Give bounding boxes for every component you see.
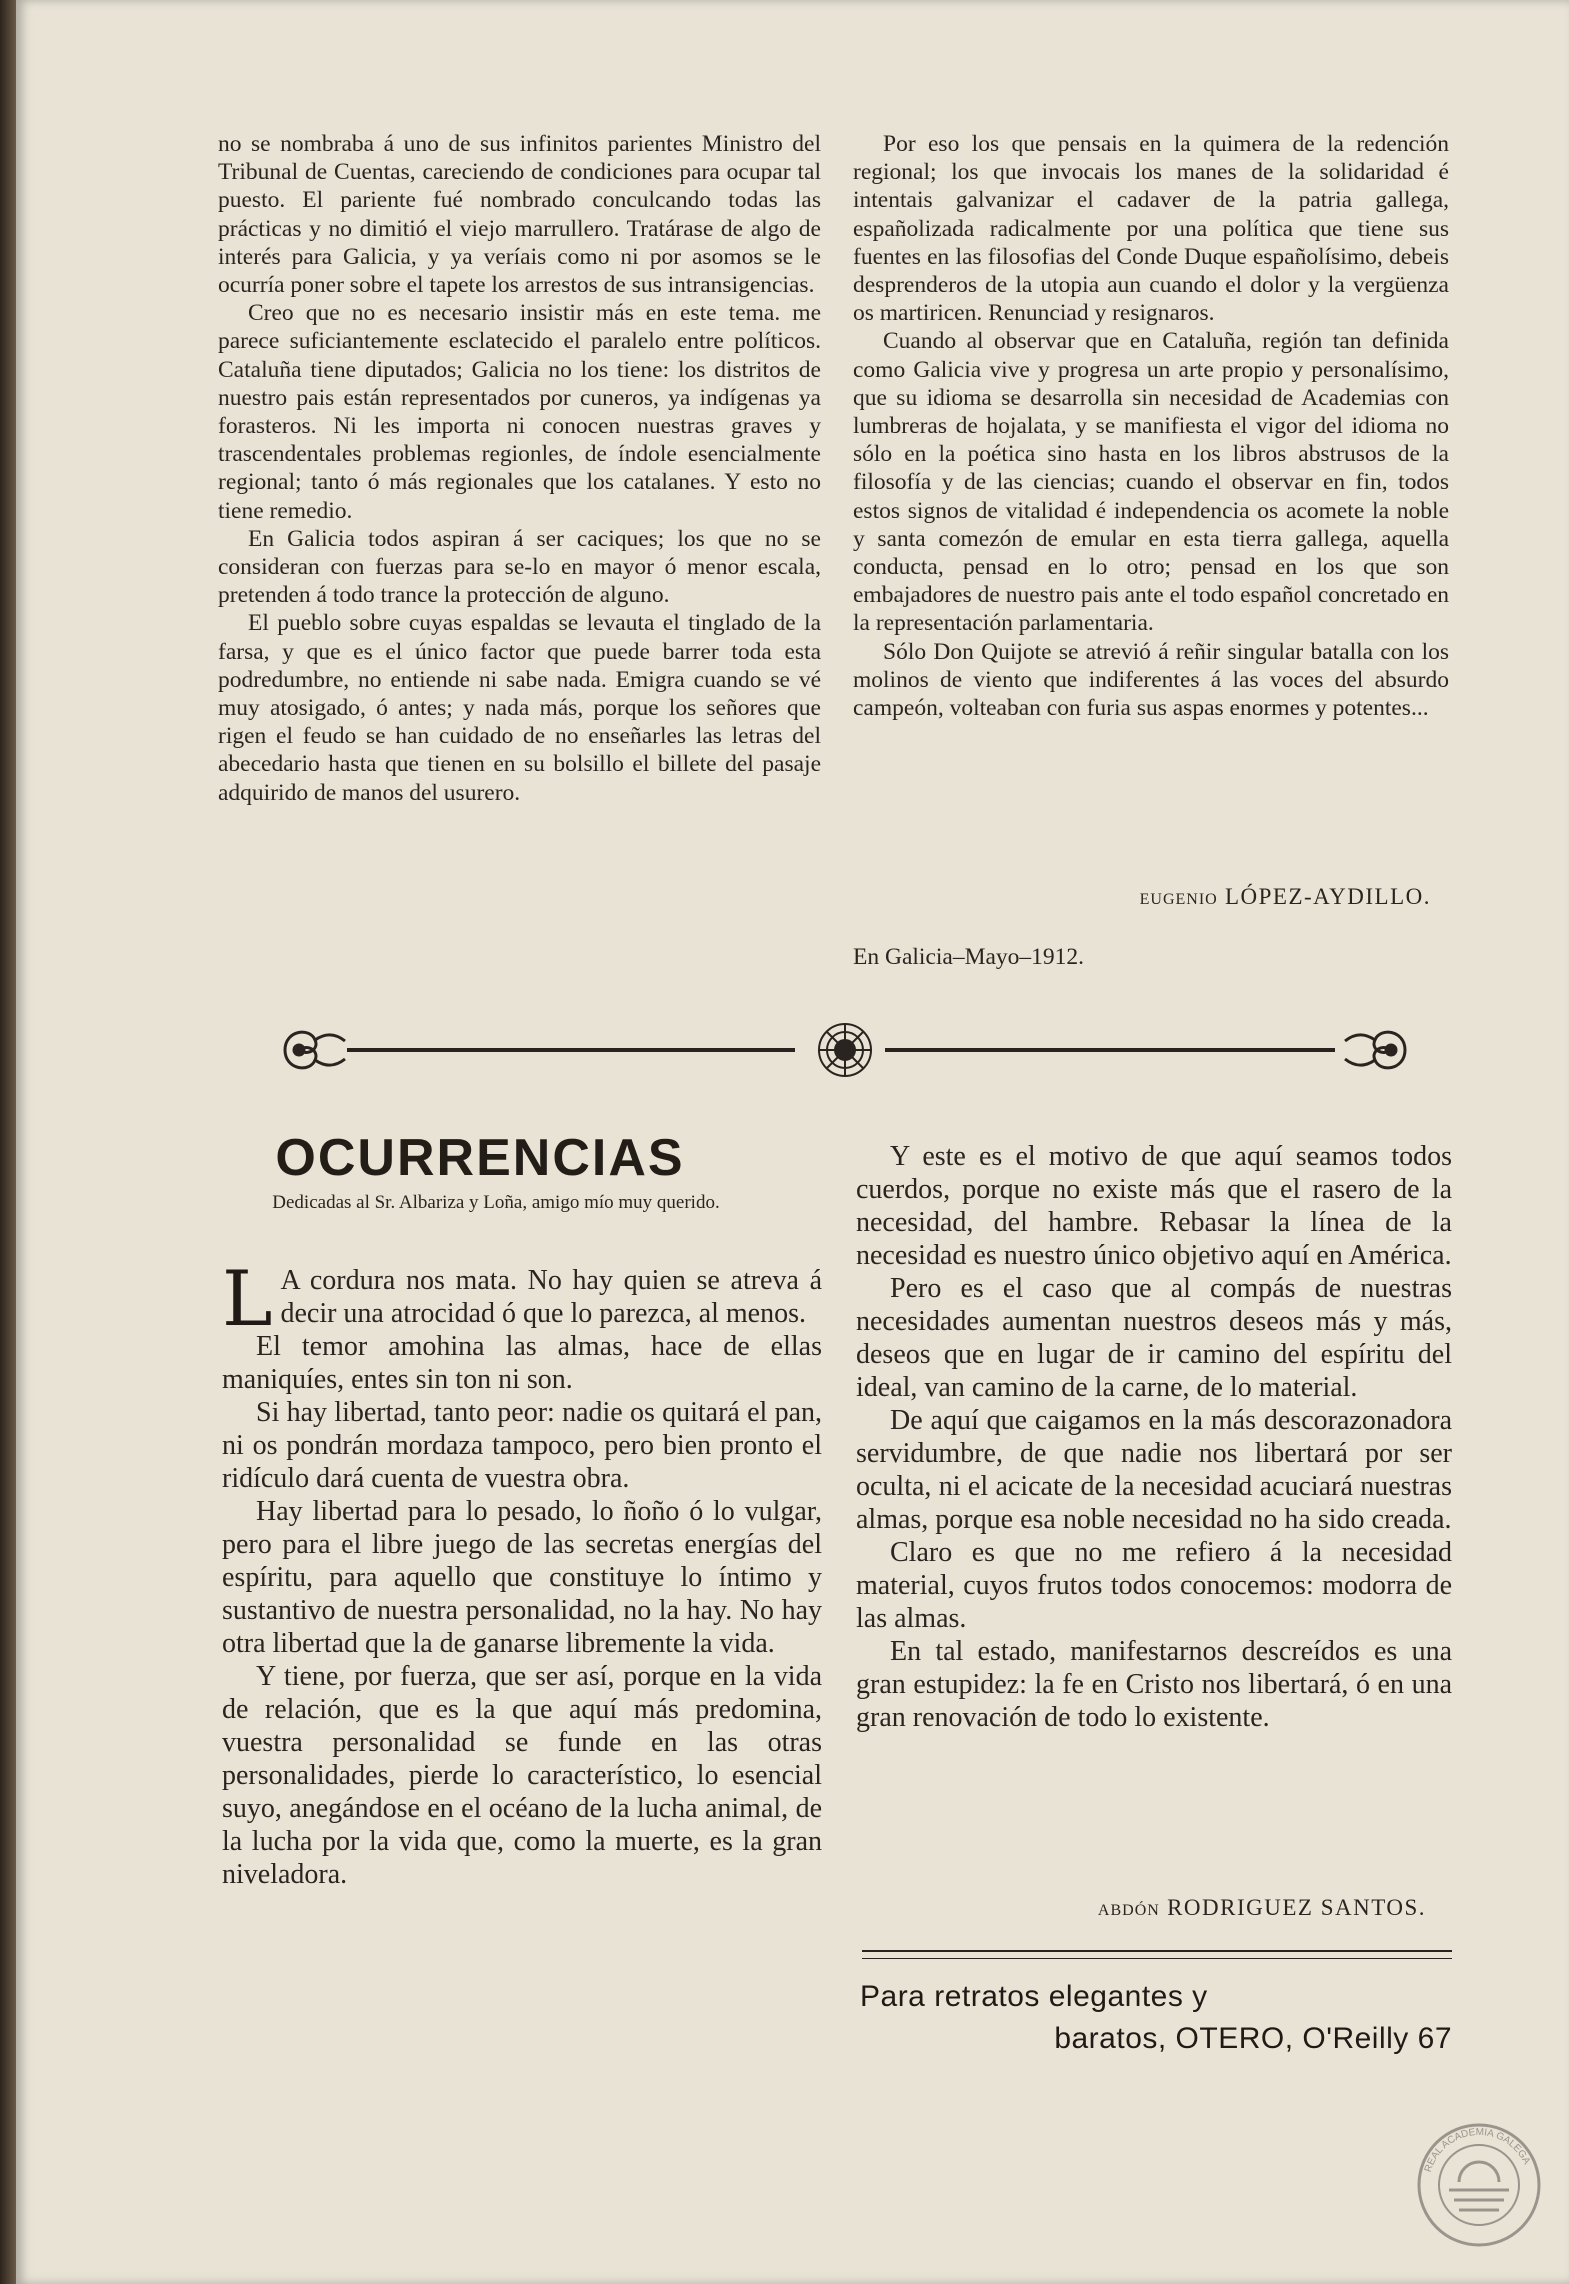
first-paragraph-text: A cordura nos mata. No hay quien se atreva á decir una atrocidad ó que lo parezca, al menos. — [280, 1265, 822, 1329]
right-scroll-ornament — [1345, 1032, 1405, 1068]
signature-last-name: LÓPEZ-AYDILLO. — [1224, 884, 1431, 909]
paragraph: Cuando al observar que en Cataluña, región tan definida como Galicia vive y progresa un arte propio y personalísimo, que su idioma se desarrolla sin necesidad de Academias con lumbreras de hojalata, y se manifiesta el vigor del idioma no sólo en la poética sino hasta en los libros abstrusos de la filosofía y de las ciencias; cuando el observar en fin, todos estos signos de vitalidad é independencia os acomete la noble y santa comezón de emular en esta tierra gallega, aquella conducta, pensad en lo otro; pensad en los que son embajadores de nuestro pais ante el todo español concretado en la representación parlamentaria. — [853, 328, 1449, 637]
paragraph: Y tiene, por fuerza, que ser así, porque en la vida de relación, que es la que aquí más predomina, vuestra personalidad se funde en las otras personalidades, pierde lo característico, lo esencial suyo, anegándose en el océano de la lucha animal, de la lucha por la vida que, como la muerte, es la gran niveladora. — [222, 1661, 822, 1890]
paragraph: Sólo Don Quijote se atrevió á reñir singular batalla con los molinos de viento que indiferentes á las voces del absurdo campeón, volteaban con furia sus aspas enormes y potentes... — [853, 638, 1449, 722]
paragraph — [222, 1254, 822, 1343]
article1-place-date — [853, 944, 1253, 971]
paragraph: En Galicia todos aspiran á ser caciques; los que no se consideran con fuerzas para se-lo en mayor ó menor escala, pretenden á todo trance la protección de alguno. — [218, 525, 821, 609]
left-scroll-ornament — [285, 1032, 345, 1068]
paragraph: El pueblo sobre cuyas espaldas se levauta el tinglado de la farsa, y que es el único factor que puede barrer toda esta podredumbre, no entiende ni sabe nada. Emigra cuando se vé muy atosigado, ó antes; y nada más, porque los señores que rigen el feudo se han cuidado de no enseñarles las letras del abecedario hasta que tienen en su bolsillo el billete del pasaje adquirido de manos del usurero. — [218, 610, 821, 806]
signature-first-name: ABDÓN — [1097, 1902, 1160, 1919]
paragraph: no se nombraba á uno de sus infinitos parientes Ministro del Tribunal de Cuentas, careciendo de condiciones para ocupar tal puesto. El pariente fué nombrado conculcando todas las prácticas y no dimitió el viejo marrullero. Tratárase de algo de interés para Galicia, y ya veríais como ni por asomos se le ocurría poner sobre el tapete los arrestos de sus intransigencias. — [218, 131, 821, 299]
place-date: En Galicia–Mayo–1912. — [853, 944, 1085, 970]
article-dedication: Dedicadas al Sr. Albariza y Loña, amigo mío muy querido. — [272, 1192, 720, 1213]
paragraph: Si hay libertad, tanto peor: nadie os quitará el pan, ni os pondrán mordaza tampoco, pero bien pronto el ridículo dará cuenta de vuestra obra. — [222, 1397, 822, 1494]
paragraph: Pero es el caso que al compás de nuestras necesidades aumentan nuestros deseos más y más, deseos que en lugar de ir camino del espíritu del ideal, van camino de la carne, de lo material. — [856, 1273, 1452, 1403]
article1-right-column — [853, 130, 1449, 722]
center-flower-ornament — [819, 1024, 871, 1076]
stamp-text: REAL ACADEMIA GALEGA — [1422, 2126, 1533, 2174]
drop-cap: L — [222, 1254, 273, 1343]
paragraph: Y este es el motivo de que aquí seamos todos cuerdos, porque no existe más que el rasero de la necesidad, del hambre. Rebasar la línea de la necesidad es nuestro único objetivo aquí en América. — [856, 1141, 1452, 1271]
paragraph: El temor amohina las almas, hace de ellas maniquíes, entes sin ton ni son. — [222, 1331, 822, 1395]
article2-left-column — [222, 1254, 822, 1891]
library-stamp-seal — [1414, 2120, 1544, 2250]
svg-text:REAL ACADEMIA GALEGA — [1423, 2127, 1532, 2174]
paragraph: Por eso los que pensais en la quimera de la redención regional; los que invocais los manes de la solidaridad é intentais galvanizar el cadaver de la patria gallega, españolizada radicalmente por una política que tiene sus fuentes en las filosofias del Conde Duque españolísimo, debeis desprenderos de la utopia aun cuando el dolor y la vergüenza os martiricen. Renunciad y resignaros. — [853, 131, 1449, 327]
article1-left-column — [218, 130, 821, 807]
article1-signature — [853, 884, 1431, 910]
advertisement — [860, 1976, 1452, 2060]
ornamental-divider — [275, 1015, 1415, 1085]
paragraph: De aquí que caigamos en la más descorazonadora servidumbre, de que nadie nos libertará por ser oculta, ni el acicate de la necesidad acuciará nuestras almas, porque esa noble necesidad no ha sido creada. — [856, 1405, 1452, 1535]
article2-right-column — [856, 1140, 1452, 1734]
paragraph: Creo que no es necesario insistir más en este tema. me parece suficiantemente esclatecido el paralelo entre políticos. Cataluña tiene diputados; Galicia no los tiene: los distritos de nuestro pais están representados por cuneros, ya indígenas ya forasteros. Ni les importa ni conocen nuestras graves y trascendentales problemas regionles, de índole esencialmente regional; tanto ó más regionales que los catalanes. Y esto no tiene remedio. — [218, 300, 821, 524]
advert-line-2: baratos, OTERO, O'Reilly 67 — [1054, 2022, 1452, 2055]
article2-signature — [856, 1895, 1426, 1921]
advert-rule — [862, 1950, 1452, 1959]
article-title: OCURRENCIAS — [275, 1129, 685, 1187]
paragraph: En tal estado, manifestarnos descreídos es una gran estupidez: la fe en Cristo nos libertará, ó en una gran renovación de todo lo existente. — [856, 1636, 1452, 1733]
advert-line-1: Para retratos elegantes y — [860, 1980, 1208, 2013]
paragraph: Hay libertad para lo pesado, lo ñoño ó lo vulgar, pero para el libre juego de las secretas energías del espíritu, para aquello que constituye lo íntimo y sustantivo de nuestra personalidad, no la hay. No hay otra libertad que la de ganarse libremente la vida. — [222, 1496, 822, 1659]
signature-last-name: RODRIGUEZ SANTOS. — [1167, 1895, 1426, 1920]
signature-first-name: EUGENIO — [1139, 891, 1218, 908]
book-spine — [0, 0, 16, 2284]
paragraph: Claro es que no me refiero á la necesidad material, cuyos frutos todos conocemos: modorra de las almas. — [856, 1537, 1452, 1634]
